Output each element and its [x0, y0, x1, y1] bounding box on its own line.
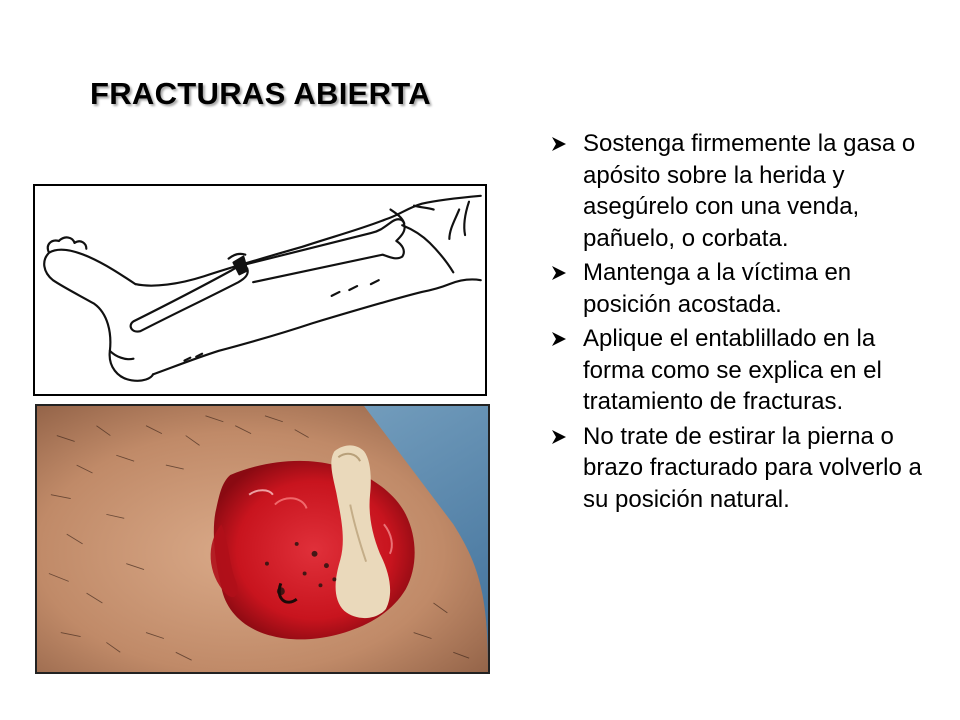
slide-title: FRACTURAS ABIERTA — [90, 76, 431, 111]
wound-photo-illustration — [37, 406, 488, 672]
list-item — [548, 421, 943, 516]
bullet-text: No trate de estirar la pierna o brazo fracturado para volverlo a su posición natural. — [583, 422, 922, 513]
list-item — [548, 257, 943, 320]
leg-fracture-drawing — [33, 184, 487, 396]
open-fracture-photo — [35, 404, 490, 674]
list-item — [548, 323, 943, 418]
arrow-bullet-icon — [550, 428, 568, 446]
bullet-text: Mantenga a la víctima en posición acostada. — [583, 259, 852, 318]
arrow-bullet-icon — [550, 264, 568, 282]
instruction-list — [548, 128, 943, 518]
bullet-text: Sostenga firmemente la gasa o apósito sobre la herida y asegúrelo con una venda, pañuelo, o corbata. — [583, 130, 916, 252]
arrow-bullet-icon — [550, 135, 568, 153]
list-item — [548, 128, 943, 254]
bullet-text: Aplique el entablillado en la forma como se explica en el tratamiento de fracturas. — [583, 325, 882, 415]
leg-outline-illustration — [35, 186, 485, 394]
arrow-bullet-icon — [550, 330, 568, 348]
